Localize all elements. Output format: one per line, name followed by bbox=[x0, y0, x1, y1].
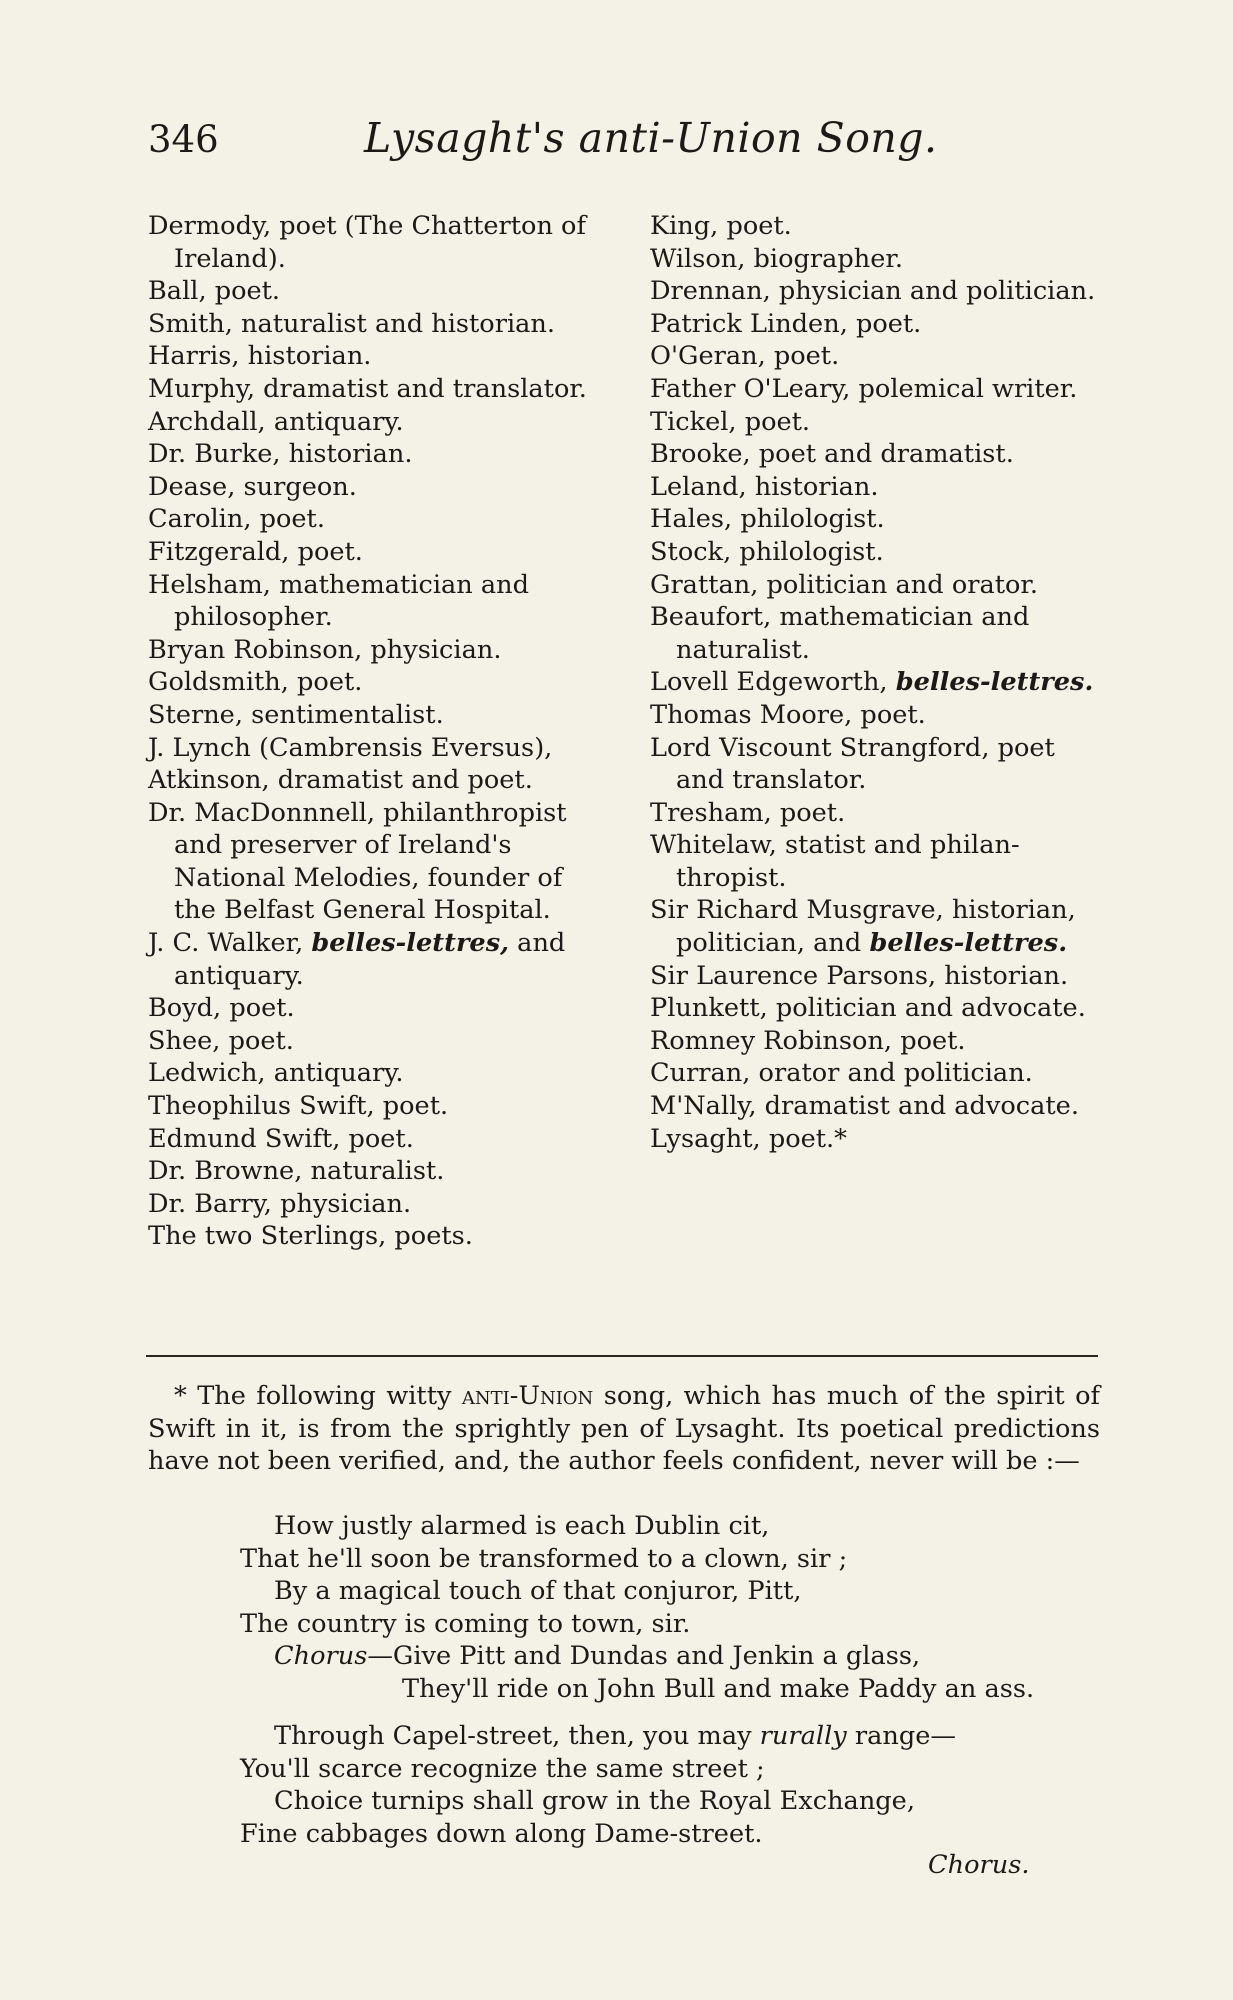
list-item: Drennan, physician and politician. bbox=[650, 276, 1096, 307]
list-item: Dr. Barry, physician. bbox=[148, 1188, 412, 1219]
italic-text: belles-lettres, bbox=[311, 928, 510, 959]
list-item: Hales, philologist. bbox=[650, 504, 885, 535]
list-item: Smith, naturalist and historian. bbox=[148, 308, 556, 339]
list-item: Murphy, dramatist and translator. bbox=[148, 373, 587, 404]
list-item: J. Lynch (Cambrensis Eversus), bbox=[148, 732, 553, 763]
verse-line: How justly alarmed is each Dublin cit, bbox=[274, 1511, 770, 1541]
chorus-label: Chorus— bbox=[274, 1641, 393, 1672]
left-column bbox=[148, 210, 600, 1253]
list-item: Ledwich, antiquary. bbox=[148, 1058, 404, 1089]
list-item: Father O'Leary, polemical writer. bbox=[650, 373, 1078, 404]
list-item: Thomas Moore, poet. bbox=[650, 699, 926, 730]
footnote-divider bbox=[146, 1355, 1098, 1357]
list-item: Lysaght, poet.* bbox=[650, 1123, 847, 1154]
list-item: King, poet. bbox=[650, 211, 792, 241]
list-item: Shee, poet. bbox=[148, 1025, 294, 1056]
list-item-edgeworth: Lovell Edgeworth, belles-lettres. bbox=[650, 667, 1094, 698]
list-item: Stock, philologist. bbox=[650, 536, 884, 567]
list-item: Leland, historian. bbox=[650, 471, 879, 502]
list-item: Carolin, poet. bbox=[148, 504, 325, 535]
verse-line: Choice turnips shall grow in the Royal Exchange, bbox=[274, 1786, 915, 1817]
list-item: Atkinson, dramatist and poet. bbox=[148, 765, 533, 796]
list-item: Boyd, poet. bbox=[148, 993, 295, 1024]
list-item: Helsham, mathematician and philosopher. bbox=[148, 569, 530, 633]
footnote bbox=[148, 1380, 1100, 1478]
list-item: Goldsmith, poet. bbox=[148, 667, 363, 698]
verse-line: You'll scarce recognize the same street ; bbox=[240, 1753, 765, 1784]
verse-line: By a magical touch of that conjuror, Pitt, bbox=[274, 1576, 802, 1607]
list-item: Sterne, sentimentalist. bbox=[148, 699, 444, 730]
list-item: Tickel, poet. bbox=[650, 406, 811, 437]
list-item: Ball, poet. bbox=[148, 276, 281, 307]
list-item: Edmund Swift, poet. bbox=[148, 1123, 414, 1154]
verse-line: Through Capel-street, then, you may rurally range— bbox=[274, 1721, 956, 1751]
verse-line: They'll ride on John Bull and make Paddy an ass. bbox=[402, 1673, 1035, 1704]
list-item: Fitzgerald, poet. bbox=[148, 536, 363, 567]
list-item: The two Sterlings, poets. bbox=[148, 1221, 473, 1252]
list-item: Brooke, poet and dramatist. bbox=[650, 439, 1014, 470]
verse-line: The country is coming to town, sir. bbox=[240, 1608, 691, 1639]
verse-line: Fine cabbages down along Dame-street. bbox=[240, 1818, 763, 1849]
list-item: Grattan, politician and orator. bbox=[650, 569, 1038, 600]
footnote-paragraph: * The following witty anti-Union song, which has much of the spirit of Swift in it, is from the sprightly pen of Lysaght. Its poetical predictions have not been verified, and, the author feels confident, never will be :— bbox=[148, 1381, 1100, 1477]
list-item: Dr. Browne, naturalist. bbox=[148, 1156, 445, 1187]
list-item: Tresham, poet. bbox=[650, 797, 846, 828]
list-item: Sir Laurence Parsons, historian. bbox=[650, 960, 1069, 991]
list-item: Dease, surgeon. bbox=[148, 471, 357, 502]
list-item: M'Nally, dramatist and advocate. bbox=[650, 1091, 1079, 1122]
verse-line: Chorus—Give Pitt and Dundas and Jenkin a glass, bbox=[274, 1641, 921, 1672]
list-item: Whitelaw, statist and philanthropist. bbox=[650, 830, 1020, 893]
verse-line: That he'll soon be transformed to a clown, sir ; bbox=[240, 1543, 848, 1574]
smallcaps-text: anti-Union bbox=[461, 1381, 594, 1411]
list-item: Bryan Robinson, physician. bbox=[148, 634, 502, 665]
page-number: 346 bbox=[148, 118, 219, 161]
list-item: Harris, historian. bbox=[148, 341, 372, 372]
list-item: Dermody, poet (The Chatterton of Ireland). bbox=[148, 211, 586, 274]
italic-text: belles-lettres. bbox=[895, 667, 1094, 698]
list-item-walker: J. C. Walker, belles-lettres, and antiquary. bbox=[148, 928, 566, 991]
italic-text: belles-lettres. bbox=[869, 928, 1068, 959]
list-item: O'Geran, poet. bbox=[650, 341, 840, 372]
list-item: Lord Viscount Strangford, poet and translator. bbox=[650, 732, 1055, 796]
list-item: Dr. MacDonnnell, philanthropist and preserver of Ireland's National Melodies, founder of the Belfast General Hospital. bbox=[148, 797, 567, 926]
right-column bbox=[650, 210, 1102, 1155]
list-item: Wilson, biographer. bbox=[650, 243, 903, 274]
list-item: Curran, orator and politician. bbox=[650, 1058, 1033, 1089]
list-item: Archdall, antiquary. bbox=[148, 406, 404, 437]
list-item: Romney Robinson, poet. bbox=[650, 1025, 966, 1056]
list-item: Dr. Burke, historian. bbox=[148, 439, 413, 470]
chorus-end-label: Chorus. bbox=[928, 1850, 1030, 1880]
list-item: Patrick Linden, poet. bbox=[650, 308, 922, 339]
list-item: Beaufort, mathematician and naturalist. bbox=[650, 602, 1030, 665]
page-header bbox=[148, 114, 1098, 178]
running-title: Lysaght's anti-Union Song. bbox=[364, 114, 938, 162]
list-item-musgrave: Sir Richard Musgrave, historian, politician, and belles-lettres. bbox=[650, 895, 1076, 959]
italic-text: rurally bbox=[759, 1721, 847, 1751]
list-item: Theophilus Swift, poet. bbox=[148, 1091, 449, 1122]
verse-stanza-1 bbox=[148, 1510, 1100, 1706]
list-item: Plunkett, politician and advocate. bbox=[650, 993, 1086, 1024]
verse-stanza-2 bbox=[148, 1720, 1100, 1850]
